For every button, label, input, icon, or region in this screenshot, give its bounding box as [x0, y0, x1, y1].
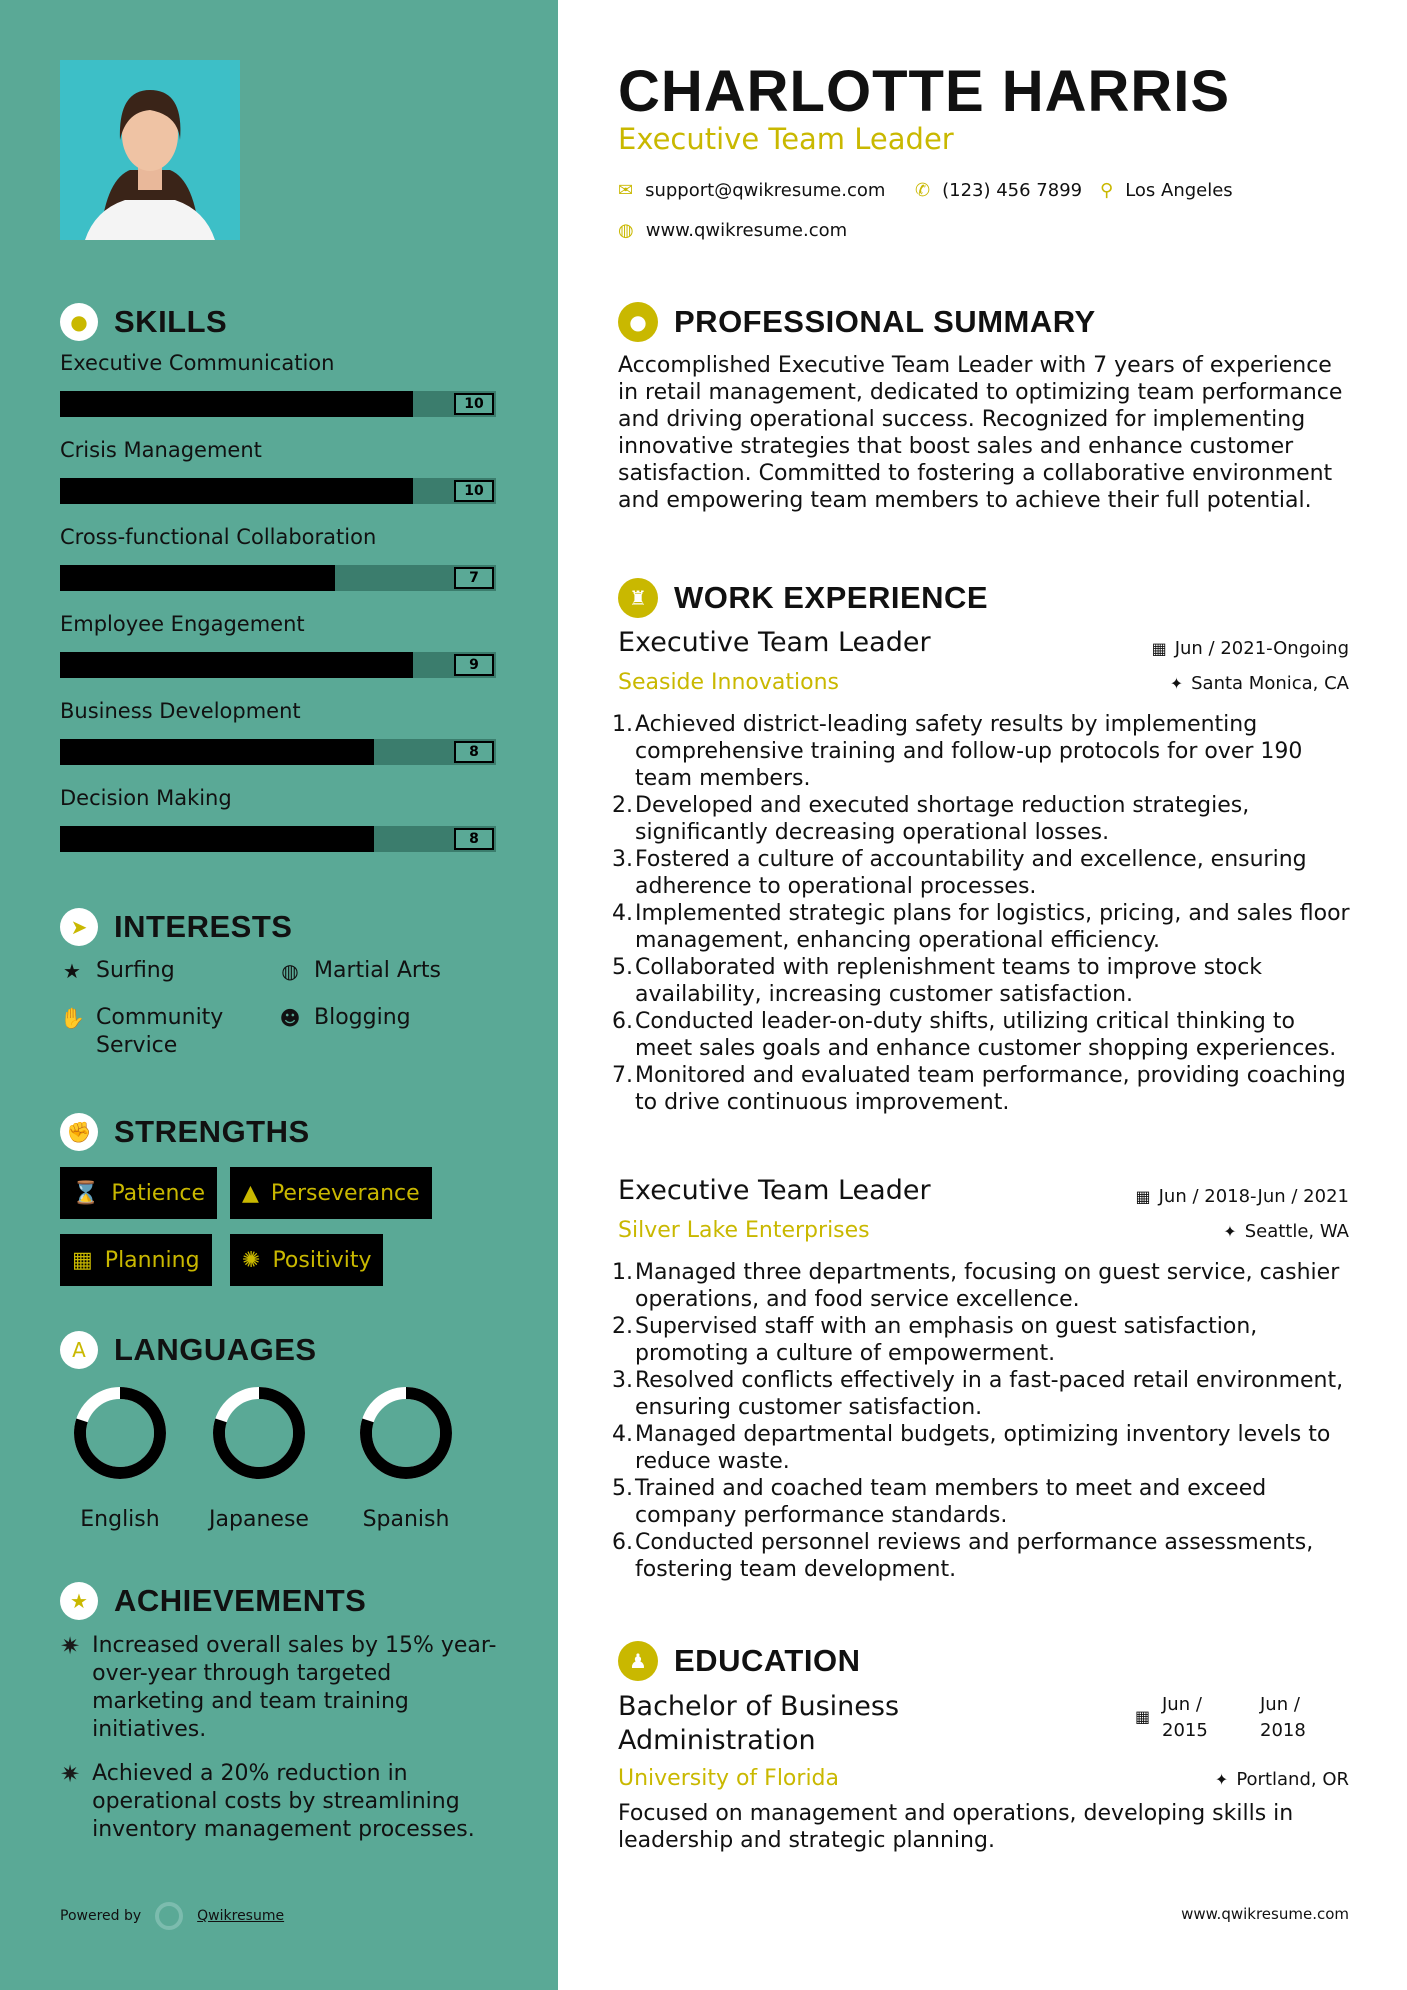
- climber-icon: ▲: [242, 1180, 259, 1206]
- skill-bar-fill: [60, 478, 413, 504]
- star-icon: ★: [63, 959, 81, 983]
- sidebar: [0, 0, 558, 1990]
- language-item: [351, 1385, 461, 1532]
- list-item: Achieved district-leading safety results by implementing comprehensive training and follow-up protocols for over 190 team members.: [635, 712, 1303, 791]
- language-name: Spanish: [362, 1507, 450, 1532]
- interest-item: ☻ Blogging: [279, 1005, 411, 1030]
- pushpin-icon: ✦: [1169, 674, 1184, 693]
- globe-icon: ◍: [618, 220, 634, 241]
- users-icon: ☻: [279, 1006, 301, 1030]
- skill-name: Crisis Management: [60, 438, 262, 462]
- paper-plane-icon: ➤: [60, 908, 98, 946]
- translate-icon: A: [60, 1331, 98, 1369]
- globe-icon: ◍: [281, 959, 299, 983]
- job-location: ✦ Santa Monica, CA: [1169, 673, 1349, 694]
- skill-score: 9: [454, 654, 494, 676]
- achievements-heading: ★ ACHIEVEMENTS: [60, 1582, 366, 1620]
- job-duties: [612, 711, 1352, 1116]
- phone-icon: ✆: [915, 180, 931, 201]
- job-title: Executive Team Leader: [618, 627, 931, 658]
- job-title: Executive Team Leader: [618, 1175, 931, 1206]
- skill-bar: [60, 565, 496, 591]
- candidate-role: Executive Team Leader: [618, 122, 954, 156]
- calendar-icon: ▦: [1151, 639, 1167, 658]
- languages-heading: A LANGUAGES: [60, 1331, 317, 1369]
- skill-name: Cross-functional Collaboration: [60, 525, 377, 549]
- strengths-heading: ✊ STRENGTHS: [60, 1113, 310, 1151]
- list-item: Collaborated with replenishment teams to improve stock availability, increasing customer satisfaction.: [635, 955, 1263, 1007]
- skill-bar-fill: [60, 739, 374, 765]
- interest-item: ✋ Community Service: [60, 1005, 224, 1058]
- calendar-icon: ▦: [72, 1247, 93, 1273]
- skill-score: 7: [454, 567, 494, 589]
- list-item: Managed departmental budgets, optimizing inventory levels to reduce waste.: [635, 1422, 1331, 1474]
- skill-bar: [60, 478, 496, 504]
- skill-score: 10: [454, 480, 494, 502]
- list-item: Resolved conflicts effectively in a fast-paced retail environment, ensuring customer satisfaction.: [635, 1368, 1344, 1420]
- profile-photo: [60, 60, 240, 240]
- pushpin-icon: ✦: [1223, 1222, 1237, 1241]
- skill-bar-fill: [60, 391, 413, 417]
- calendar-icon: ▦: [1135, 1707, 1151, 1726]
- skill-bar: [60, 739, 496, 765]
- language-name: English: [80, 1507, 160, 1532]
- contact-location: ⚲ Los Angeles: [1100, 180, 1233, 201]
- edu-location: ✦ Portland, OR: [1214, 1769, 1349, 1790]
- list-item: Conducted leader-on-duty shifts, utilizing critical thinking to meet sales goals and enhance customer shopping experiences.: [635, 1009, 1337, 1061]
- email-link[interactable]: support@qwikresume.com: [645, 180, 886, 201]
- summary-heading: ● PROFESSIONAL SUMMARY: [618, 302, 1096, 342]
- edu-calendar: [1135, 1707, 1150, 1726]
- strength-badge: ▲ Perseverance: [230, 1167, 432, 1219]
- list-item: Managed three departments, focusing on guest service, cashier operations, and food service excellence.: [635, 1260, 1340, 1312]
- contact-email: [618, 180, 885, 201]
- envelope-icon: ✉: [618, 180, 634, 201]
- list-item: Developed and executed shortage reduction strategies, significantly decreasing operational losses.: [635, 793, 1250, 845]
- skill-score: 10: [454, 393, 494, 415]
- edu-end-date: Jun / 2018: [1260, 1694, 1306, 1741]
- graduate-icon: ♟: [618, 1641, 658, 1681]
- list-item: Fostered a culture of accountability and excellence, ensuring adherence to operational processes.: [635, 847, 1307, 899]
- summary-text: Accomplished Executive Team Leader with 7 years of experience in retail management, dedicated to optimizing team performance and driving operational success. Recognized for implementing innovative strategies that boost sales and enhance customer satisfaction. Committed to fostering a collaborative environment and empowering team members to achieve their full potential.: [618, 353, 1343, 513]
- pushpin-icon: ✦: [1214, 1770, 1229, 1789]
- star-burst-icon: ✷: [60, 1632, 81, 1660]
- edu-school: University of Florida: [618, 1766, 839, 1791]
- strength-badge: ✺ Positivity: [230, 1234, 383, 1286]
- achievement-item: ✷ Achieved a 20% reduction in operational costs by streamlining inventory management processes.: [60, 1760, 475, 1842]
- hand-icon: ✋: [60, 1006, 85, 1030]
- skill-score: 8: [454, 828, 494, 850]
- job-date: ▦ Jun / 2021-Ongoing: [1151, 638, 1349, 659]
- job-company: Seaside Innovations: [618, 670, 839, 695]
- job-location: ✦ Seattle, WA: [1223, 1221, 1349, 1242]
- job-company: Silver Lake Enterprises: [618, 1218, 870, 1243]
- skill-name: Executive Communication: [60, 351, 335, 375]
- job-date: ▦ Jun / 2018-Jun / 2021: [1135, 1186, 1349, 1207]
- contact-phone: ✆ (123) 456 7899: [915, 180, 1083, 201]
- list-item: Trained and coached team members to meet and exceed company performance standards.: [635, 1476, 1267, 1528]
- strength-badge: ⌛ Patience: [60, 1167, 217, 1219]
- interests-heading: ➤ INTERESTS: [60, 908, 292, 946]
- star-burst-icon: ✷: [60, 1760, 81, 1788]
- fist-icon: ✊: [60, 1113, 98, 1151]
- experience-heading: ♜ WORK EXPERIENCE: [618, 578, 988, 618]
- list-item: Implemented strategic plans for logistics, pricing, and sales floor management, enhancing operational efficiency.: [635, 901, 1350, 953]
- skills-heading: ● SKILLS: [60, 303, 227, 341]
- skill-name: Employee Engagement: [60, 612, 305, 636]
- contact-website: [618, 220, 847, 241]
- edu-degree: Bachelor of Business Administration: [618, 1691, 900, 1756]
- list-item: Conducted personnel reviews and performance assessments, fostering team development.: [635, 1530, 1314, 1582]
- website-link[interactable]: www.qwikresume.com: [645, 220, 848, 241]
- skill-bar: [60, 391, 496, 417]
- language-ring: [211, 1385, 307, 1481]
- qwikresume-logo-icon: [155, 1902, 183, 1930]
- list-item: Supervised staff with an emphasis on guest satisfaction, promoting a culture of empowerment.: [635, 1314, 1258, 1366]
- footer-url[interactable]: www.qwikresume.com: [1181, 1905, 1349, 1923]
- skill-bar: [60, 652, 496, 678]
- achievement-item: ✷ Increased overall sales by 15% year-over-year through targeted marketing and team training initiatives.: [60, 1632, 497, 1742]
- sun-icon: ✺: [242, 1247, 261, 1273]
- map-pin-icon: ⚲: [1100, 180, 1114, 201]
- skill-bar-fill: [60, 652, 413, 678]
- language-ring: [72, 1385, 168, 1481]
- interest-item: ★ Surfing: [60, 957, 175, 985]
- candidate-name: CHARLOTTE HARRIS: [618, 59, 1231, 124]
- skill-name: Decision Making: [60, 786, 232, 810]
- job-duties: [612, 1259, 1352, 1583]
- brand-link[interactable]: Qwikresume: [197, 1908, 285, 1924]
- skill-bar: [60, 826, 496, 852]
- skill-bar-fill: [60, 565, 335, 591]
- strength-badge: ▦ Planning: [60, 1234, 212, 1286]
- powered-by: Powered by Qwikresume: [60, 1902, 284, 1930]
- edu-description: Focused on management and operations, developing skills in leadership and strategic planning.: [618, 1801, 1294, 1853]
- chair-icon: ♜: [618, 578, 658, 618]
- skill-bar-fill: [60, 826, 374, 852]
- user-icon: ●: [618, 302, 658, 342]
- star-badge-icon: ★: [60, 1582, 98, 1620]
- skill-name: Business Development: [60, 699, 301, 723]
- language-ring: [358, 1385, 454, 1481]
- language-item: [204, 1385, 314, 1532]
- hourglass-icon: ⌛: [72, 1180, 100, 1206]
- list-item: Monitored and evaluated team performance, providing coaching to drive continuous improvement.: [635, 1063, 1346, 1115]
- lightbulb-icon: ●: [60, 303, 98, 341]
- edu-start-date: Jun / 2015: [1162, 1694, 1208, 1741]
- interest-item: ◍ Martial Arts: [278, 957, 441, 985]
- language-item: [65, 1385, 175, 1532]
- skill-score: 8: [454, 741, 494, 763]
- education-heading: ♟ EDUCATION: [618, 1641, 860, 1681]
- language-name: Japanese: [209, 1507, 309, 1532]
- calendar-icon: ▦: [1135, 1187, 1151, 1206]
